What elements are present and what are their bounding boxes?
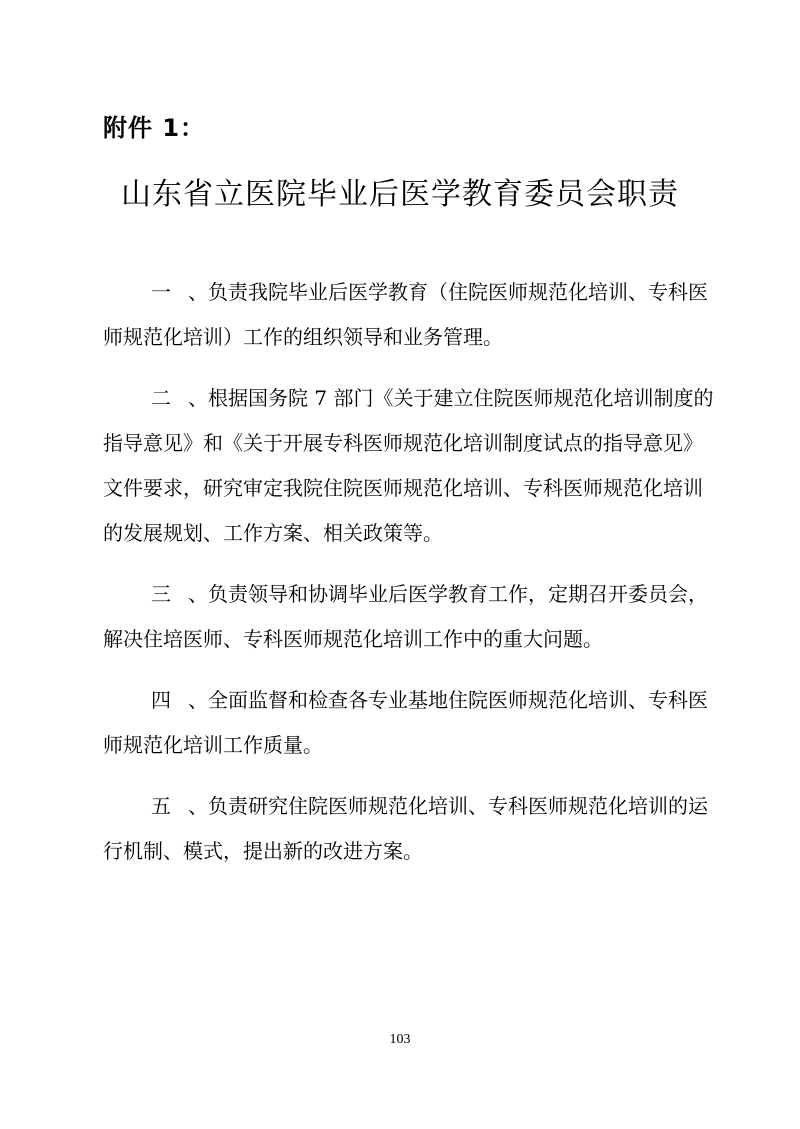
list-item-5	[103, 784, 708, 874]
item-number: 三、	[151, 582, 208, 606]
paragraph-line	[103, 270, 708, 315]
paragraph-line	[103, 572, 708, 617]
item-number: 五、	[151, 794, 208, 818]
paragraph-line: 师规范化培训工作质量。	[103, 733, 323, 757]
document-title: 山东省立医院毕业后医学教育委员会职责	[121, 177, 679, 212]
paragraph-line: 指导意见》和《关于开展专科医师规范化培训制度试点的指导意见》	[103, 431, 703, 455]
document-body	[103, 270, 714, 890]
paragraph-line: 文件要求，研究审定我院住院医师规范化培训、专科医师规范化培训	[103, 476, 703, 500]
item-number: 一、	[151, 280, 208, 304]
list-item-2	[103, 376, 714, 556]
page-number: 103	[389, 1032, 411, 1047]
paragraph-line: 师规范化培训）工作的组织领导和业务管理。	[103, 325, 503, 349]
paragraph-line	[103, 678, 708, 723]
item-number: 二、	[151, 386, 208, 410]
item-text: 负责研究住院医师规范化培训、专科医师规范化培训的运	[208, 794, 708, 818]
list-item-1	[103, 270, 708, 360]
list-item-3	[103, 572, 708, 662]
list-item-4	[103, 678, 708, 768]
paragraph-line	[103, 376, 714, 421]
item-text: 全面监督和检查各专业基地住院医师规范化培训、专科医	[208, 688, 708, 712]
paragraph-line	[103, 784, 708, 829]
attachment-label: 附件 1：	[103, 114, 206, 142]
item-text: 负责我院毕业后医学教育（住院医师规范化培训、专科医	[208, 280, 708, 304]
paragraph-line: 行机制、模式，提出新的改进方案。	[103, 839, 423, 863]
item-number: 四、	[151, 688, 208, 712]
paragraph-line: 解决住培医师、专科医师规范化培训工作中的重大问题。	[103, 627, 603, 651]
paragraph-line: 的发展规划、工作方案、相关政策等。	[103, 521, 443, 545]
item-text: 根据国务院 7 部门《关于建立住院医师规范化培训制度的	[208, 386, 714, 410]
item-text: 负责领导和协调毕业后医学教育工作，定期召开委员会，	[208, 582, 708, 606]
